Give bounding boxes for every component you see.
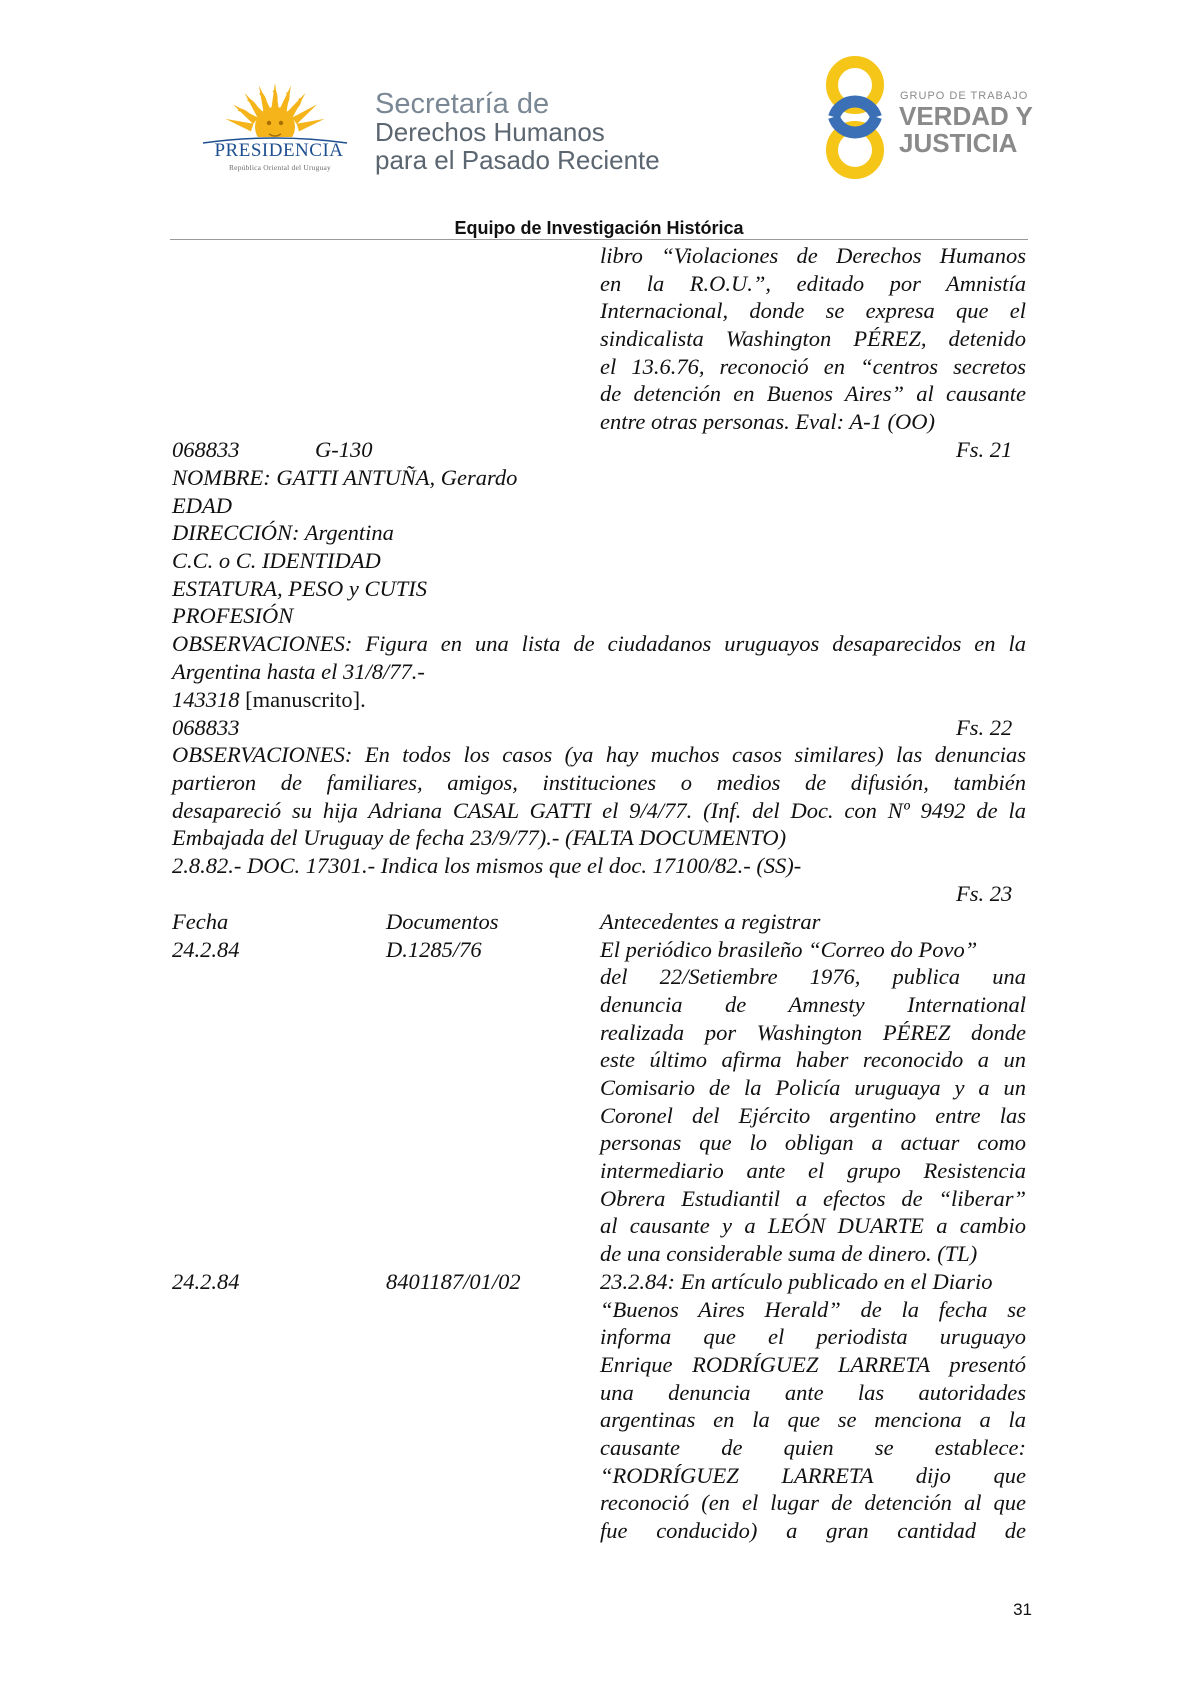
observations-line: Embajada del Uruguay de fecha 23/9/77).- (FALTA DOCUMENTO)	[172, 825, 787, 850]
table-cell-documento: 8401187/01/02	[386, 1269, 521, 1294]
table-cell-line: al causante y a LEÓN DUARTE a cambio	[600, 1213, 1026, 1238]
table-header-antecedentes: Antecedentes a registrar	[600, 909, 821, 934]
record-field: NOMBRE: GATTI ANTUÑA, Gerardo	[172, 465, 518, 490]
document-reference-line: 2.8.82.- DOC. 17301.- Indica los mismos que el doc. 17100/82.- (SS)-	[172, 853, 802, 878]
header-divider	[170, 239, 1028, 240]
table-cell-line: Obrera Estudiantil a efectos de “liberar”	[600, 1186, 1026, 1211]
record-field: ESTATURA, PESO y CUTIS	[172, 576, 427, 601]
record-field: DIRECCIÓN: Argentina	[172, 520, 394, 545]
manuscript-note: [manuscrito].	[239, 687, 366, 712]
record-field: PROFESIÓN	[172, 603, 294, 628]
observations-line: desapareció su hija Adriana CASAL GATTI el 9/4/77. (Inf. del Doc. con Nº 9492 de la	[172, 798, 1026, 823]
table-cell-line: informa que el periodista uruguayo	[600, 1324, 1026, 1349]
table-cell-line: de una considerable suma de dinero. (TL)	[600, 1241, 978, 1266]
table-cell-line: “RODRÍGUEZ LARRETA dijo que	[600, 1463, 1026, 1488]
observations-line: Argentina hasta el 31/8/77.-	[172, 659, 425, 684]
table-cell-line: argentinas en la que se menciona a la	[600, 1407, 1026, 1432]
table-cell-line: El periódico brasileño “Correo do Povo”	[600, 937, 978, 962]
intro-line: el 13.6.76, reconoció en “centros secretos	[600, 354, 1026, 379]
table-cell-documento: D.1285/76	[386, 937, 482, 962]
gtvj-wordmark	[899, 103, 1033, 157]
unit-title: Equipo de Investigación Histórica	[454, 218, 744, 238]
table-cell-line: Coronel del Ejército argentino entre las	[600, 1103, 1026, 1128]
table-cell-line: Enrique RODRÍGUEZ LARRETA presentó	[600, 1352, 1026, 1377]
manuscript-line	[172, 686, 366, 714]
table-cell-line: reconoció (en el lugar de detención al que	[600, 1490, 1026, 1515]
secretaria-line-3: para el Pasado Reciente	[375, 145, 660, 175]
intro-line: libro “Violaciones de Derechos Humanos	[600, 243, 1026, 268]
folio-number: Fs. 23	[956, 881, 1013, 906]
record-field: EDAD	[172, 493, 232, 518]
table-cell-line: este último afirma haber reconocido a un	[600, 1047, 1026, 1072]
table-cell-fecha: 24.2.84	[172, 937, 240, 962]
table-cell-line: personas que lo obligan a actuar como	[600, 1130, 1026, 1155]
record-field: C.C. o C. IDENTIDAD	[172, 548, 381, 573]
record-code: G-130	[315, 437, 373, 462]
table-cell-line: del 22/Setiembre 1976, publica una	[600, 964, 1026, 989]
intro-line: en la R.O.U.”, editado por Amnistía	[600, 271, 1026, 296]
table-cell-line: intermediario ante el grupo Resistencia	[600, 1158, 1026, 1183]
record-number: 068833	[172, 715, 240, 740]
table-cell-line: Comisario de la Policía uruguaya y a un	[600, 1075, 1026, 1100]
table-cell-line: una denuncia ante las autoridades	[600, 1380, 1026, 1405]
table-cell-fecha: 24.2.84	[172, 1269, 240, 1294]
table-cell-line: realizada por Washington PÉREZ donde	[600, 1020, 1026, 1045]
table-header-documentos: Documentos	[386, 909, 499, 934]
table-cell-line: causante de quien se establece:	[600, 1435, 1026, 1460]
record-number: 068833	[172, 437, 240, 462]
table-cell-line: fue conducido) a gran cantidad de	[600, 1518, 1026, 1543]
presidencia-subtitle: República Oriental del Uruguay	[228, 163, 331, 172]
folio-number: Fs. 22	[956, 715, 1013, 740]
intro-line: sindicalista Washington PÉREZ, detenido	[600, 326, 1026, 351]
page-header	[0, 0, 1190, 260]
table-cell-line: denuncia de Amnesty International	[600, 992, 1026, 1017]
manuscript-number: 143318	[172, 687, 240, 712]
intro-line: entre otras personas. Eval: A-1 (OO)	[600, 409, 935, 434]
intro-line: Internacional, donde se expresa que el	[600, 298, 1026, 323]
observations-line: OBSERVACIONES: En todos los casos (ya hay muchos casos similares) las denuncias	[172, 742, 1026, 767]
intro-line: de detención en Buenos Aires” al causante	[600, 381, 1026, 406]
secretaria-line-2: Derechos Humanos	[375, 117, 605, 147]
secretaria-line-1: Secretaría de	[375, 88, 550, 120]
table-header-fecha: Fecha	[172, 909, 229, 934]
secretaria-title	[375, 90, 660, 174]
gtvj-subtitle: GRUPO DE TRABAJO	[900, 90, 1029, 102]
observations-line: partieron de familiares, amigos, instituciones o medios de difusión, también	[172, 770, 1026, 795]
folio-number: Fs. 21	[956, 437, 1013, 462]
observations-line: OBSERVACIONES: Figura en una lista de ciudadanos uruguayos desaparecidos en la	[172, 631, 1026, 656]
page-number: 31	[1013, 1600, 1032, 1619]
gtvj-word-2: JUSTICIA	[899, 128, 1018, 158]
presidencia-wordmark: PRESIDENCIA	[214, 140, 344, 161]
gtvj-word-1: VERDAD Y	[899, 101, 1033, 131]
table-cell-line: 23.2.84: En artículo publicado en el Diario	[600, 1269, 993, 1294]
table-cell-line: “Buenos Aires Herald” de la fecha se	[600, 1297, 1026, 1322]
